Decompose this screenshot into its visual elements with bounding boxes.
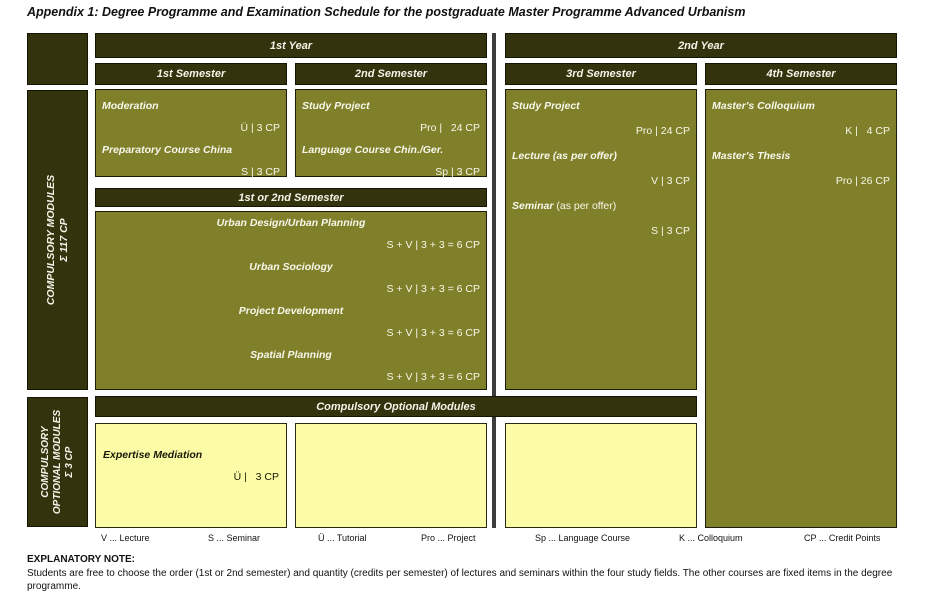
course-title-main: Seminar xyxy=(512,200,554,212)
semester-header-2 xyxy=(295,63,487,85)
study-field-title: Urban Design/Urban Planning xyxy=(216,217,366,229)
year-header-2nd xyxy=(505,33,897,58)
legend-project: Pro ... Project xyxy=(421,533,476,543)
study-field-credits: S + V | 3 + 3 = 6 CP xyxy=(386,371,480,383)
semester-header-2-label: 2nd Semester xyxy=(354,68,428,80)
course-title: Study Project xyxy=(302,100,370,112)
legend-credit-points: CP ... Credit Points xyxy=(804,533,881,543)
semester-header-4 xyxy=(705,63,897,85)
legend-tutorial: Ü ... Tutorial xyxy=(318,533,367,543)
course-credits: Pro | 26 CP xyxy=(835,175,890,187)
sidebar-compulsory-line1: COMPULSORY MODULES xyxy=(44,174,57,306)
cell-semester3-modules xyxy=(505,89,697,390)
legend-language-course: Sp ... Language Course xyxy=(535,533,631,543)
course-title: Expertise Mediation xyxy=(103,449,203,461)
course-credits: V | 3 CP xyxy=(651,175,690,187)
header-1st-or-2nd-semester-label: 1st or 2nd Semester xyxy=(238,191,344,204)
semester-header-4-label: 4th Semester xyxy=(766,68,836,80)
course-credits: Pro | 24 CP xyxy=(635,125,690,137)
semester-header-3 xyxy=(505,63,697,85)
header-compulsory-optional-modules xyxy=(95,396,697,417)
sidebar-compulsory-modules-label xyxy=(45,175,71,305)
cell-semester1-modules xyxy=(95,89,287,177)
study-field-credits: S + V | 3 + 3 = 6 CP xyxy=(386,239,480,251)
cell-semester4-modules xyxy=(705,89,897,528)
sidebar-compulsory-line2: Σ 117 CP xyxy=(57,218,70,262)
course-title: Master's Colloquium xyxy=(712,100,815,112)
cell-optional-expertise-mediation xyxy=(95,423,287,528)
corner-spacer-block xyxy=(27,33,88,85)
study-field-title: Project Development xyxy=(238,305,344,317)
sidebar-optional-line2: OPTIONAL MODULES xyxy=(51,409,63,515)
course-credits: Ü | 3 CP xyxy=(233,471,279,483)
cell-optional-empty-1 xyxy=(295,423,487,528)
semester-header-1-label: 1st Semester xyxy=(156,68,226,80)
study-field-title: Spatial Planning xyxy=(250,349,332,361)
semester-header-3-label: 3rd Semester xyxy=(566,68,636,80)
study-field-credits: S + V | 3 + 3 = 6 CP xyxy=(386,283,480,295)
course-credits: Ü | 3 CP xyxy=(240,122,280,134)
course-credits: Pro | 24 CP xyxy=(420,122,480,134)
legend-seminar: S ... Seminar xyxy=(208,533,261,543)
study-field-credits: S + V | 3 + 3 = 6 CP xyxy=(386,327,480,339)
semester-header-1 xyxy=(95,63,287,85)
study-field-title: Urban Sociology xyxy=(249,261,333,273)
sidebar-compulsory-modules xyxy=(27,90,88,390)
cell-study-fields xyxy=(95,211,487,390)
year-divider-line xyxy=(492,33,496,528)
legend-colloquium: K ... Colloquium xyxy=(679,533,743,543)
course-credits: S | 3 CP xyxy=(241,166,280,178)
header-1st-or-2nd-semester xyxy=(95,188,487,207)
course-title: Study Project xyxy=(512,100,580,112)
course-title: Lecture (as per offer) xyxy=(512,150,617,162)
course-credits: K | 4 CP xyxy=(845,125,890,137)
legend-lecture: V ... Lecture xyxy=(101,533,150,543)
course-title: Master's Thesis xyxy=(712,150,791,162)
year-header-2nd-label: 2nd Year xyxy=(678,39,724,52)
course-title-suffix: (as per offer) xyxy=(553,200,617,212)
sidebar-compulsory-optional-modules xyxy=(27,397,88,527)
course-title: Preparatory Course China xyxy=(102,144,233,156)
course-title xyxy=(512,194,690,219)
header-compulsory-optional-modules-label: Compulsory Optional Modules xyxy=(316,400,476,413)
explanatory-note-body: Students are free to choose the order (1st or 2nd semester) and quantity (credits per semester) of lectures and seminars within the four study fields. The other courses are fixed items in the degree programme. xyxy=(27,568,893,592)
cell-optional-empty-2 xyxy=(505,423,697,528)
course-credits: S | 3 CP xyxy=(651,225,690,237)
year-header-1st-label: 1st Year xyxy=(269,39,313,52)
cell-semester2-modules xyxy=(295,89,487,177)
course-credits: Sp | 3 CP xyxy=(435,166,480,178)
sidebar-optional-line1: COMPULSORY xyxy=(39,426,51,498)
explanatory-note-heading: EXPLANATORY NOTE: xyxy=(27,554,135,565)
sidebar-optional-line3: Σ 3 CP xyxy=(63,446,75,478)
year-header-1st xyxy=(95,33,487,58)
sidebar-compulsory-optional-label xyxy=(40,410,76,514)
page-title: Appendix 1: Degree Programme and Examination Schedule for the postgraduate Master Programme Advanced Urbanism xyxy=(27,5,746,19)
course-title: Moderation xyxy=(102,100,159,112)
course-title: Language Course Chin./Ger. xyxy=(302,144,444,156)
